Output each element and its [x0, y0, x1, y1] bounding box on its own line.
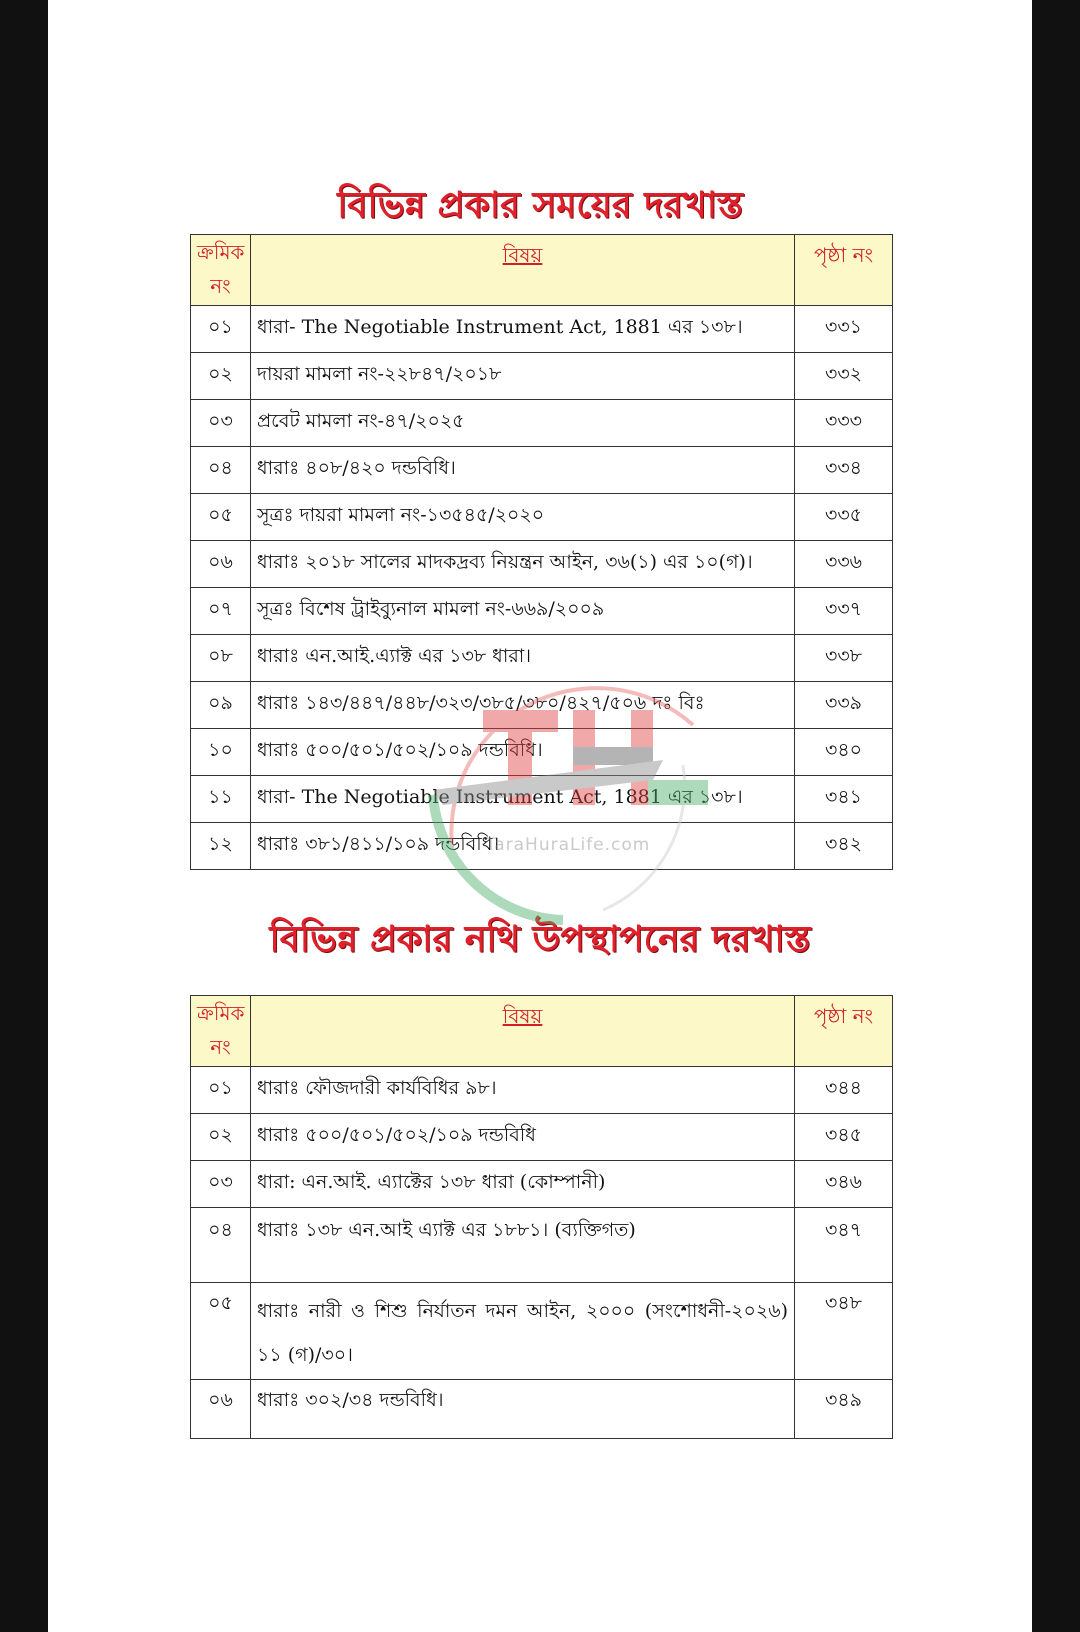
subject-cell: ধারাঃ ৫০০/৫০১/৫০২/১০৯ দন্ডবিধি।	[251, 729, 795, 776]
subject-cell: ধারাঃ এন.আই.এ্যাক্ট এর ১৩৮ ধারা।	[251, 635, 795, 682]
subject-cell: সূত্রঃ বিশেষ ট্রাইব্যুনাল মামলা নং-৬৬৯/২০০৯	[251, 588, 795, 635]
table-row	[191, 588, 893, 635]
table-row	[191, 494, 893, 541]
page-cell: ৩৪৫	[795, 1114, 893, 1161]
header-subject: বিষয়	[251, 996, 795, 1067]
table-row	[191, 1067, 893, 1114]
header-subject: বিষয়	[251, 235, 795, 306]
index-table-document-submission	[190, 995, 893, 1439]
serial-cell: ০৩	[191, 400, 251, 447]
table-row	[191, 1283, 893, 1380]
table-row	[191, 400, 893, 447]
subject-cell: ধারাঃ ৩৮১/৪১১/১০৯ দন্ডবিধি।	[251, 823, 795, 870]
subject-cell: ধারাঃ নারী ও শিশু নির্যাতন দমন আইন, ২০০০ (সংশোধনী-২০২৬) ১১ (গ)/৩০।	[251, 1283, 795, 1380]
subject-cell: প্রবেট মামলা নং-৪৭/২০২৫	[251, 400, 795, 447]
page-cell: ৩৪২	[795, 823, 893, 870]
table1-title: বিভিন্ন প্রকার সময়ের দরখাস্ত	[337, 184, 743, 226]
page-cell: ৩৪৭	[795, 1208, 893, 1283]
subject-cell: ধারা- The Negotiable Instrument Act, 1881 এর ১৩৮।	[251, 306, 795, 353]
table-row	[191, 353, 893, 400]
serial-cell: ০১	[191, 1067, 251, 1114]
serial-cell: ০৪	[191, 1208, 251, 1283]
table-row	[191, 776, 893, 823]
serial-cell: ১২	[191, 823, 251, 870]
page-cell: ৩৩৬	[795, 541, 893, 588]
table-row	[191, 306, 893, 353]
document-page	[48, 0, 1032, 1632]
page-cell: ৩৪৯	[795, 1380, 893, 1439]
serial-cell: ০৫	[191, 494, 251, 541]
header-serial: ক্রমিক নং	[191, 235, 251, 306]
serial-cell: ০৬	[191, 1380, 251, 1439]
page-cell: ৩৪৬	[795, 1161, 893, 1208]
subject-cell: ধারাঃ ২০১৮ সালের মাদকদ্রব্য নিয়ন্ত্রন আইন, ৩৬(১) এর ১০(গ)।	[251, 541, 795, 588]
page-cell: ৩৩৫	[795, 494, 893, 541]
subject-cell: ধারাঃ ১৪৩/৪৪৭/৪৪৮/৩২৩/৩৮৫/৩৮০/৪২৭/৫০৬ দঃ বিঃ	[251, 682, 795, 729]
serial-cell: ০১	[191, 306, 251, 353]
table2-title: বিভিন্ন প্রকার নথি উপস্থাপনের দরখাস্ত	[269, 918, 811, 960]
table-row	[191, 447, 893, 494]
page-cell: ৩৩৭	[795, 588, 893, 635]
header-page: পৃষ্ঠা নং	[795, 235, 893, 306]
table-header-row	[191, 996, 893, 1067]
table-header-row	[191, 235, 893, 306]
table-row	[191, 823, 893, 870]
page-cell: ৩৩২	[795, 353, 893, 400]
serial-cell: ০২	[191, 1114, 251, 1161]
serial-cell: ০৭	[191, 588, 251, 635]
page-cell: ৩৪৪	[795, 1067, 893, 1114]
subject-cell: ধারাঃ ১৩৮ এন.আই এ্যাক্ট এর ১৮৮১। (ব্যক্তিগত)	[251, 1208, 795, 1283]
serial-cell: ০৩	[191, 1161, 251, 1208]
page-cell: ৩৪৮	[795, 1283, 893, 1380]
table-row	[191, 1161, 893, 1208]
table-row	[191, 1114, 893, 1161]
table-row	[191, 635, 893, 682]
header-serial: ক্রমিক নং	[191, 996, 251, 1067]
page-cell: ৩৩৪	[795, 447, 893, 494]
serial-cell: ০৯	[191, 682, 251, 729]
table-row	[191, 1380, 893, 1439]
page-cell: ৩৩১	[795, 306, 893, 353]
table-row	[191, 541, 893, 588]
subject-cell: ধারাঃ ৫০০/৫০১/৫০২/১০৯ দন্ডবিধি	[251, 1114, 795, 1161]
subject-cell: ধারা- The Negotiable Instrument Act, 1881 এর ১৩৮।	[251, 776, 795, 823]
serial-cell: ০৮	[191, 635, 251, 682]
serial-cell: ০৪	[191, 447, 251, 494]
page-cell: ৩৩৯	[795, 682, 893, 729]
serial-cell: ০৫	[191, 1283, 251, 1380]
index-table-time-applications	[190, 234, 893, 870]
subject-cell: সূত্রঃ দায়রা মামলা নং-১৩৫৪৫/২০২০	[251, 494, 795, 541]
table-row	[191, 682, 893, 729]
watermark-text: TaraHuraLife.com	[485, 835, 651, 855]
subject-cell: ধারা: এন.আই. এ্যাক্টের ১৩৮ ধারা (কোম্পানী)	[251, 1161, 795, 1208]
page-cell: ৩৩৩	[795, 400, 893, 447]
serial-cell: ১০	[191, 729, 251, 776]
page-cell: ৩৪১	[795, 776, 893, 823]
table-row	[191, 1208, 893, 1283]
table-row	[191, 729, 893, 776]
serial-cell: ১১	[191, 776, 251, 823]
serial-cell: ০২	[191, 353, 251, 400]
serial-cell: ০৬	[191, 541, 251, 588]
subject-cell: দায়রা মামলা নং-২২৮৪৭/২০১৮	[251, 353, 795, 400]
subject-cell: ধারাঃ ৩০২/৩৪ দন্ডবিধি।	[251, 1380, 795, 1439]
subject-cell: ধারাঃ ৪০৮/৪২০ দন্ডবিধি।	[251, 447, 795, 494]
header-page: পৃষ্ঠা নং	[795, 996, 893, 1067]
subject-cell: ধারাঃ ফৌজদারী কার্যবিধির ৯৮।	[251, 1067, 795, 1114]
page-cell: ৩৪০	[795, 729, 893, 776]
page-cell: ৩৩৮	[795, 635, 893, 682]
